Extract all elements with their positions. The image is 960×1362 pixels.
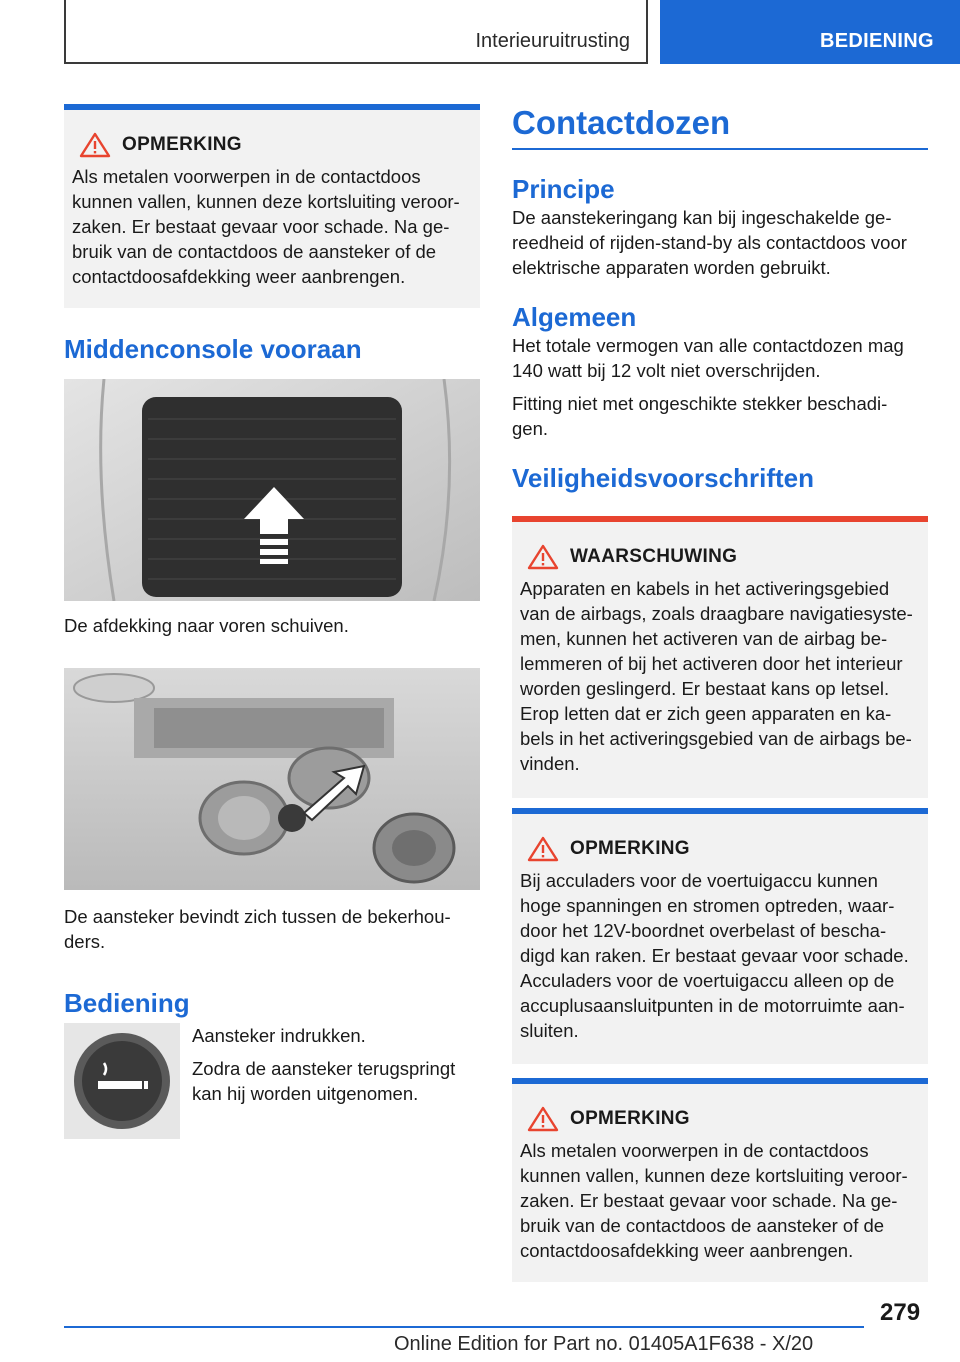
warning-box: [512, 516, 928, 798]
note-title: OPMERKING: [570, 1108, 690, 1129]
note-line: contactdoosafdekking weer aanbrengen.: [520, 1240, 854, 1261]
principe-line: elektrische apparaten worden gebruikt.: [512, 257, 831, 278]
section-heading-bediening: Bediening: [64, 988, 190, 1018]
principe-line: reedheid of rijden-stand-by als contactdoos voor: [512, 232, 907, 253]
warning-line: worden geslingerd. Er bestaat kans op letsel.: [520, 678, 890, 699]
header-section-box: [64, 0, 648, 64]
warning-line: Apparaten en kabels in het activeringsgebied: [520, 578, 890, 599]
note-line: door het 12V-boordnet overbelast of bescha-: [520, 920, 887, 941]
note-box-3: [512, 1078, 928, 1282]
socket-location-image: [64, 668, 480, 890]
note-line: zaken. Er bestaat gevaar voor schade. Na ge-: [72, 216, 450, 237]
warning-triangle-icon: [526, 836, 560, 862]
section-heading-middenconsole: Middenconsole vooraan: [64, 334, 362, 364]
warning-line: vinden.: [520, 753, 580, 774]
caption-socket-line: ders.: [64, 931, 106, 952]
note-line: Als metalen voorwerpen in de contactdoos: [520, 1140, 869, 1161]
warning-line: lemmeren of bij het activeren door het interieur: [520, 653, 903, 674]
algemeen-line: gen.: [512, 418, 549, 439]
note-box-1: [64, 104, 480, 308]
note-line: sluiten.: [520, 1020, 579, 1041]
note-line: kunnen vallen, kunnen deze kortsluiting veroor-: [72, 191, 460, 212]
warning-triangle-icon: [78, 132, 112, 158]
algemeen-line: Het totale vermogen van alle contactdozen mag: [512, 335, 904, 356]
warning-line: Erop letten dat er zich geen apparaten en ka-: [520, 703, 892, 724]
algemeen-line: 140 watt bij 12 volt niet overschrijden.: [512, 360, 821, 381]
left-column: [64, 104, 480, 1139]
right-column: [512, 104, 928, 1282]
note-line: accuplusaansluitpunten in de motorruimte aan-: [520, 995, 905, 1016]
footer-edition: Online Edition for Part no. 01405A1F638 - X/20: [394, 1333, 814, 1355]
note-line: Als metalen voorwerpen in de contactdoos: [72, 166, 421, 187]
header-chapter-tab: BEDIENING: [660, 0, 960, 64]
warning-line: men, kunnen het activeren van de airbag be-: [520, 628, 888, 649]
bediening-line: kan hij worden uitgenomen.: [192, 1083, 419, 1104]
lighter-button-icon: [64, 1023, 180, 1139]
note-line: bruik van de contactdoos de aansteker of de: [72, 241, 437, 262]
note-title: OPMERKING: [570, 838, 690, 859]
note-line: contactdoosafdekking weer aanbrengen.: [72, 266, 406, 287]
caption-socket-line: De aansteker bevindt zich tussen de bekerhou-: [64, 906, 451, 927]
console-cover-image: [64, 379, 480, 601]
algemeen-line: Fitting niet met ongeschikte stekker beschadi-: [512, 393, 888, 414]
page-title: Contactdozen: [512, 104, 928, 150]
heading-principe: Principe: [512, 174, 615, 204]
principe-line: De aanstekeringang kan bij ingeschakelde ge-: [512, 207, 892, 228]
bediening-line: Aansteker indrukken.: [192, 1025, 366, 1046]
note-line: kunnen vallen, kunnen deze kortsluiting veroor-: [520, 1165, 908, 1186]
warning-line: bels in het activeringsgebied van de airbags be-: [520, 728, 912, 749]
warning-title: WAARSCHUWING: [570, 546, 738, 567]
heading-veiligheid: Veiligheidsvoorschriften: [512, 463, 814, 493]
header-section-title: Interieuruitrusting: [475, 30, 630, 52]
warning-line: van de airbags, zoals draagbare navigatiesyste-: [520, 603, 913, 624]
warning-triangle-icon: [526, 1106, 560, 1132]
note-line: zaken. Er bestaat gevaar voor schade. Na ge-: [520, 1190, 898, 1211]
note-title: OPMERKING: [122, 134, 242, 155]
bediening-line: Zodra de aansteker terugspringt: [192, 1058, 456, 1079]
footer-divider: [64, 1326, 864, 1328]
heading-algemeen: Algemeen: [512, 302, 637, 332]
note-line: Bij acculaders voor de voertuigaccu kunnen: [520, 870, 878, 891]
caption-cover: De afdekking naar voren schuiven.: [64, 615, 349, 636]
note-line: hoge spanningen en stromen optreden, waar-: [520, 895, 895, 916]
warning-triangle-icon: [526, 544, 560, 570]
page-number: 279: [880, 1299, 921, 1326]
note-box-2: [512, 808, 928, 1064]
note-line: bruik van de contactdoos de aansteker of de: [520, 1215, 885, 1236]
note-line: digd kan raken. Er bestaat gevaar voor schade.: [520, 945, 909, 966]
note-line: Acculaders voor de voertuigaccu alleen op de: [520, 970, 895, 991]
